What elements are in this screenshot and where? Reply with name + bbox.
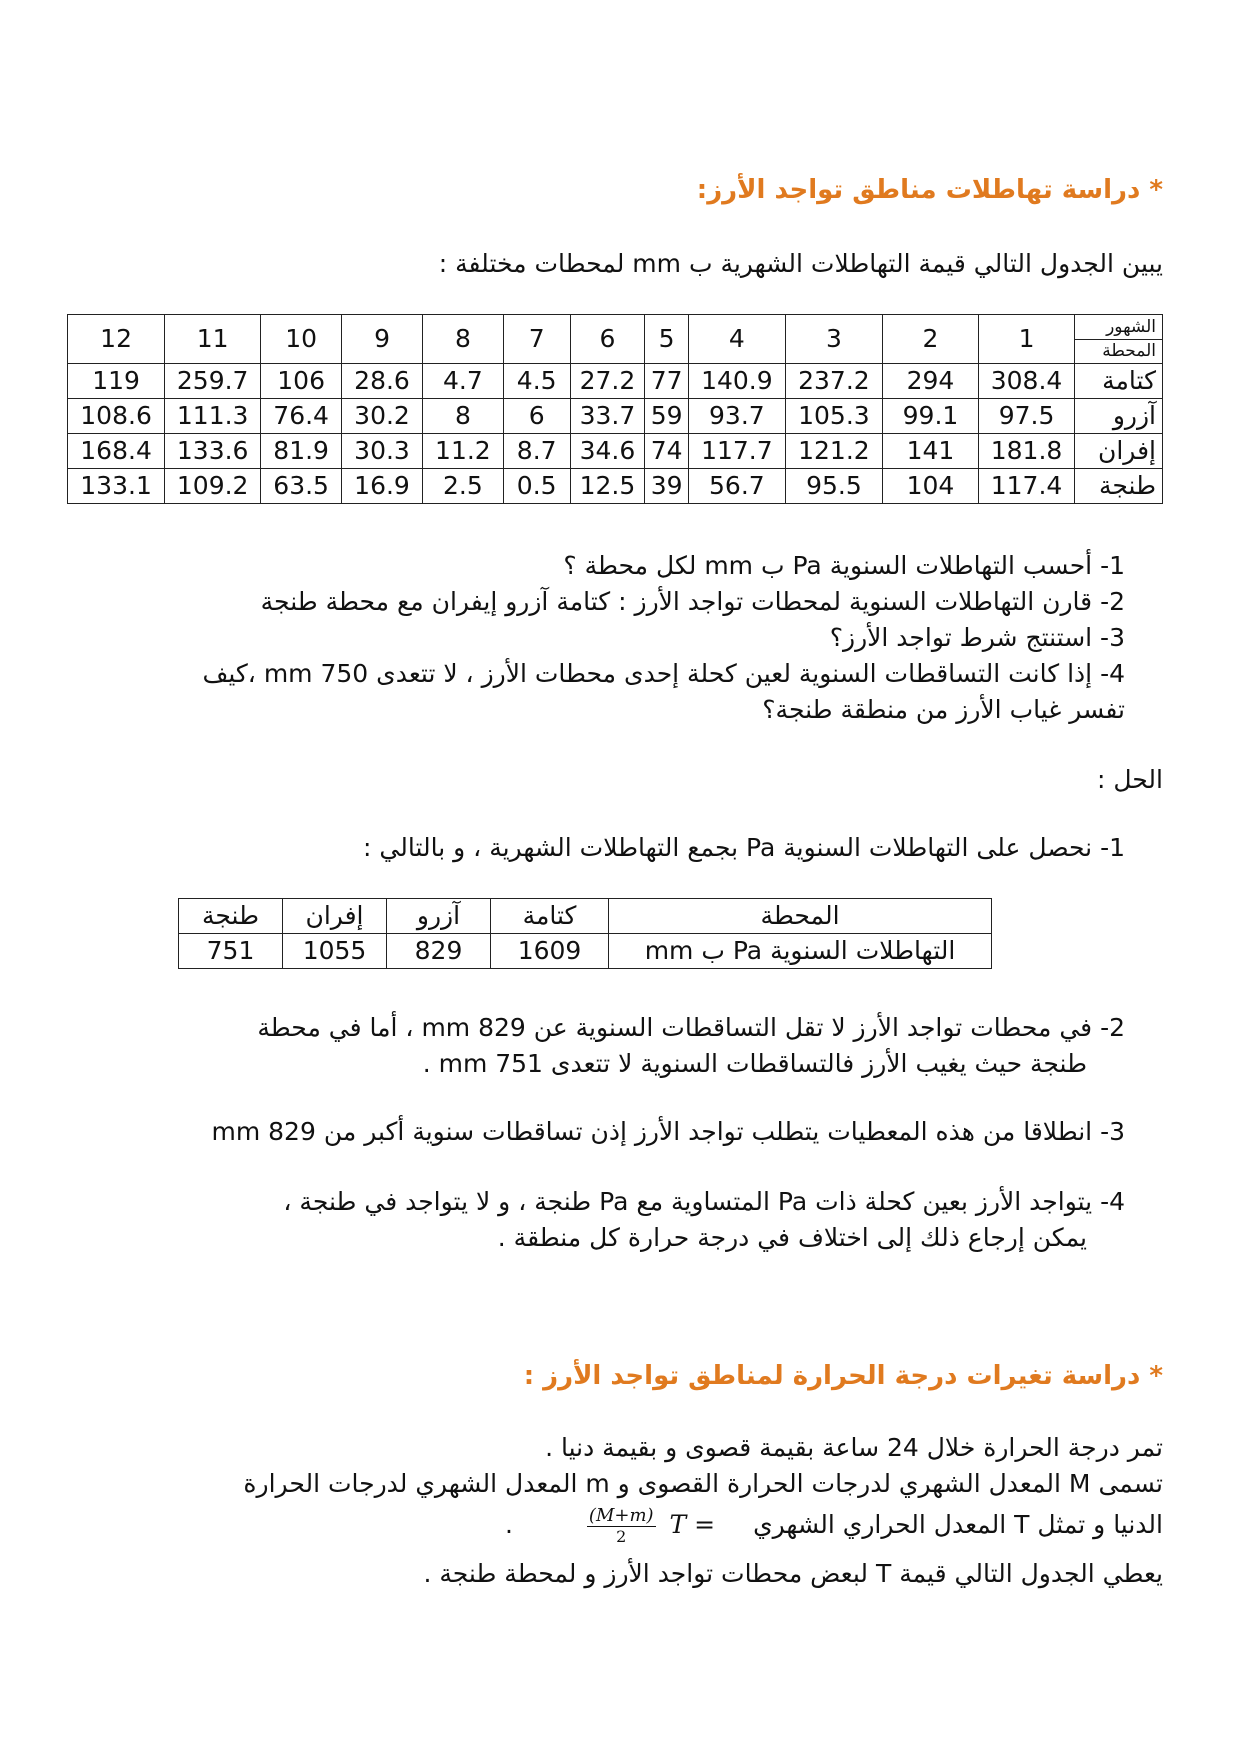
corner-divider bbox=[1075, 339, 1162, 340]
table-row bbox=[68, 364, 1163, 399]
section2-paragraph-1: تمر درجة الحرارة خلال 24 ساعة بقيمة قصوى و بقيمة دنيا . bbox=[545, 1433, 1163, 1462]
answer-1: 1- نحصل على التهاطلات السنوية Pa بجمع التهاطلات الشهرية ، و بالتالي : bbox=[363, 833, 1125, 862]
table-cell: 237.2 bbox=[785, 364, 882, 399]
station-name: كتامة bbox=[491, 899, 609, 934]
station-cell: آزرو bbox=[1075, 399, 1163, 434]
station-name: آزرو bbox=[387, 899, 491, 934]
table-cell: 117.4 bbox=[979, 469, 1075, 504]
table-cell: 8.7 bbox=[503, 434, 570, 469]
table-cell: 4.5 bbox=[503, 364, 570, 399]
corner-label-months: الشهور bbox=[1106, 317, 1156, 337]
table-cell: 1055 bbox=[283, 934, 387, 969]
table-cell: 30.3 bbox=[342, 434, 423, 469]
table-cell: 30.2 bbox=[342, 399, 423, 434]
annual-rainfall-table bbox=[178, 898, 992, 969]
station-cell: طنجة bbox=[1075, 469, 1163, 504]
table-cell: 59 bbox=[645, 399, 688, 434]
month-header: 5 bbox=[645, 315, 688, 364]
table-cell: 105.3 bbox=[785, 399, 882, 434]
section2-title: * دراسة تغيرات درجة الحرارة لمناطق تواجد الأرز : bbox=[523, 1361, 1163, 1391]
table-cell: 829 bbox=[387, 934, 491, 969]
table-cell: 168.4 bbox=[68, 434, 165, 469]
table-cell: 28.6 bbox=[342, 364, 423, 399]
answer-4-continued: يمكن إرجاع ذلك إلى اختلاف في درجة حرارة كل منطقة . bbox=[497, 1223, 1087, 1252]
question-4-continued: تفسر غياب الأرز من منطقة طنجة؟ bbox=[762, 695, 1125, 724]
table-cell: 97.5 bbox=[979, 399, 1075, 434]
table-cell: 81.9 bbox=[261, 434, 342, 469]
month-header: 4 bbox=[688, 315, 785, 364]
monthly-rainfall-table bbox=[67, 314, 1163, 504]
formula-lhs: T = bbox=[669, 1510, 716, 1539]
table-row bbox=[68, 469, 1163, 504]
station-cell: كتامة bbox=[1075, 364, 1163, 399]
table-cell: 6 bbox=[503, 399, 570, 434]
month-header: 7 bbox=[503, 315, 570, 364]
formula-period: . bbox=[505, 1510, 513, 1539]
table-cell: 4.7 bbox=[422, 364, 503, 399]
table-cell: 77 bbox=[645, 364, 688, 399]
station-name: طنجة bbox=[179, 899, 283, 934]
answer-2-continued: طنجة حيث يغيب الأرز فالتساقطات السنوية لا تتعدى mm 751 . bbox=[422, 1049, 1087, 1078]
question-4: 4- إذا كانت التساقطات السنوية لعين كحلة إحدى محطات الأرز ، لا تتعدى 750 mm ،كيف bbox=[202, 659, 1125, 688]
table-cell: 133.6 bbox=[165, 434, 261, 469]
table-cell: 74 bbox=[645, 434, 688, 469]
table-cell: 259.7 bbox=[165, 364, 261, 399]
table-cell: 34.6 bbox=[570, 434, 645, 469]
table-cell: 108.6 bbox=[68, 399, 165, 434]
question-1: 1- أحسب التهاطلات السنوية Pa ب mm لكل محطة ؟ bbox=[563, 551, 1125, 580]
question-3: 3- استنتج شرط تواجد الأرز؟ bbox=[829, 623, 1125, 652]
table-corner-cell bbox=[1075, 315, 1163, 364]
table-cell: 95.5 bbox=[785, 469, 882, 504]
table-row bbox=[68, 434, 1163, 469]
table-cell: 141 bbox=[882, 434, 978, 469]
table-cell: 93.7 bbox=[688, 399, 785, 434]
table-cell: 294 bbox=[882, 364, 978, 399]
table-row bbox=[68, 399, 1163, 434]
table-row bbox=[179, 934, 992, 969]
table-header-row bbox=[68, 315, 1163, 364]
section2-paragraph-2: تسمى M المعدل الشهري لدرجات الحرارة القصوى و m المعدل الشهري لدرجات الحرارة bbox=[243, 1469, 1163, 1498]
section1-intro: يبين الجدول التالي قيمة التهاطلات الشهرية ب mm لمحطات مختلفة : bbox=[438, 249, 1163, 278]
answer-4: 4- يتواجد الأرز بعين كحلة ذات Pa المتساوية مع Pa طنجة ، و لا يتواجد في طنجة ، bbox=[283, 1187, 1125, 1216]
table-cell: 0.5 bbox=[503, 469, 570, 504]
month-header: 10 bbox=[261, 315, 342, 364]
section2-p3-text: الدنيا و تمثل T المعدل الحراري الشهري bbox=[753, 1510, 1163, 1539]
section2-paragraph-3 bbox=[505, 1500, 1163, 1550]
question-2: 2- قارن التهاطلات السنوية لمحطات تواجد الأرز : كتامة آزرو إيفران مع محطة طنجة bbox=[260, 587, 1125, 616]
month-header: 6 bbox=[570, 315, 645, 364]
answer-3: 3- انطلاقا من هذه المعطيات يتطلب تواجد الأرز إذن تساقطات سنوية أكبر من mm 829 bbox=[211, 1117, 1125, 1146]
table-cell: 8 bbox=[422, 399, 503, 434]
station-header-label: المحطة bbox=[609, 899, 992, 934]
table-cell: 308.4 bbox=[979, 364, 1075, 399]
month-header: 2 bbox=[882, 315, 978, 364]
table-header-row bbox=[179, 899, 992, 934]
table-cell: 106 bbox=[261, 364, 342, 399]
table-cell: 111.3 bbox=[165, 399, 261, 434]
section1-title: * دراسة تهاطلات مناطق تواجد الأرز: bbox=[696, 175, 1163, 205]
solution-label: الحل : bbox=[1096, 765, 1163, 794]
formula-numerator: (M+m) bbox=[588, 1504, 654, 1526]
formula-denominator: 2 bbox=[616, 1526, 627, 1546]
table-cell: 27.2 bbox=[570, 364, 645, 399]
month-header: 11 bbox=[165, 315, 261, 364]
table-cell: 33.7 bbox=[570, 399, 645, 434]
station-name: إفران bbox=[283, 899, 387, 934]
table-cell: 751 bbox=[179, 934, 283, 969]
table-cell: 121.2 bbox=[785, 434, 882, 469]
table-cell: 63.5 bbox=[261, 469, 342, 504]
table-cell: 133.1 bbox=[68, 469, 165, 504]
table-cell: 109.2 bbox=[165, 469, 261, 504]
table-cell: 117.7 bbox=[688, 434, 785, 469]
formula-fraction bbox=[587, 1506, 656, 1547]
table-cell: 56.7 bbox=[688, 469, 785, 504]
annual-rainfall-label: التهاطلات السنوية Pa ب mm bbox=[609, 934, 992, 969]
table-cell: 12.5 bbox=[570, 469, 645, 504]
table-cell: 104 bbox=[882, 469, 978, 504]
month-header: 12 bbox=[68, 315, 165, 364]
table-cell: 39 bbox=[645, 469, 688, 504]
month-header: 3 bbox=[785, 315, 882, 364]
table-cell: 99.1 bbox=[882, 399, 978, 434]
station-cell: إفران bbox=[1075, 434, 1163, 469]
table-cell: 11.2 bbox=[422, 434, 503, 469]
table-cell: 1609 bbox=[491, 934, 609, 969]
table-cell: 181.8 bbox=[979, 434, 1075, 469]
table-cell: 2.5 bbox=[422, 469, 503, 504]
section2-paragraph-4: يعطي الجدول التالي قيمة T لبعض محطات تواجد الأرز و لمحطة طنجة . bbox=[423, 1559, 1163, 1588]
month-header: 8 bbox=[422, 315, 503, 364]
table-cell: 16.9 bbox=[342, 469, 423, 504]
answer-2: 2- في محطات تواجد الأرز لا تقل التساقطات السنوية عن mm 829 ، أما في محطة bbox=[257, 1013, 1125, 1042]
table-cell: 119 bbox=[68, 364, 165, 399]
table-cell: 76.4 bbox=[261, 399, 342, 434]
month-header: 9 bbox=[342, 315, 423, 364]
month-header: 1 bbox=[979, 315, 1075, 364]
table-cell: 140.9 bbox=[688, 364, 785, 399]
corner-label-station: المحطة bbox=[1102, 341, 1156, 361]
